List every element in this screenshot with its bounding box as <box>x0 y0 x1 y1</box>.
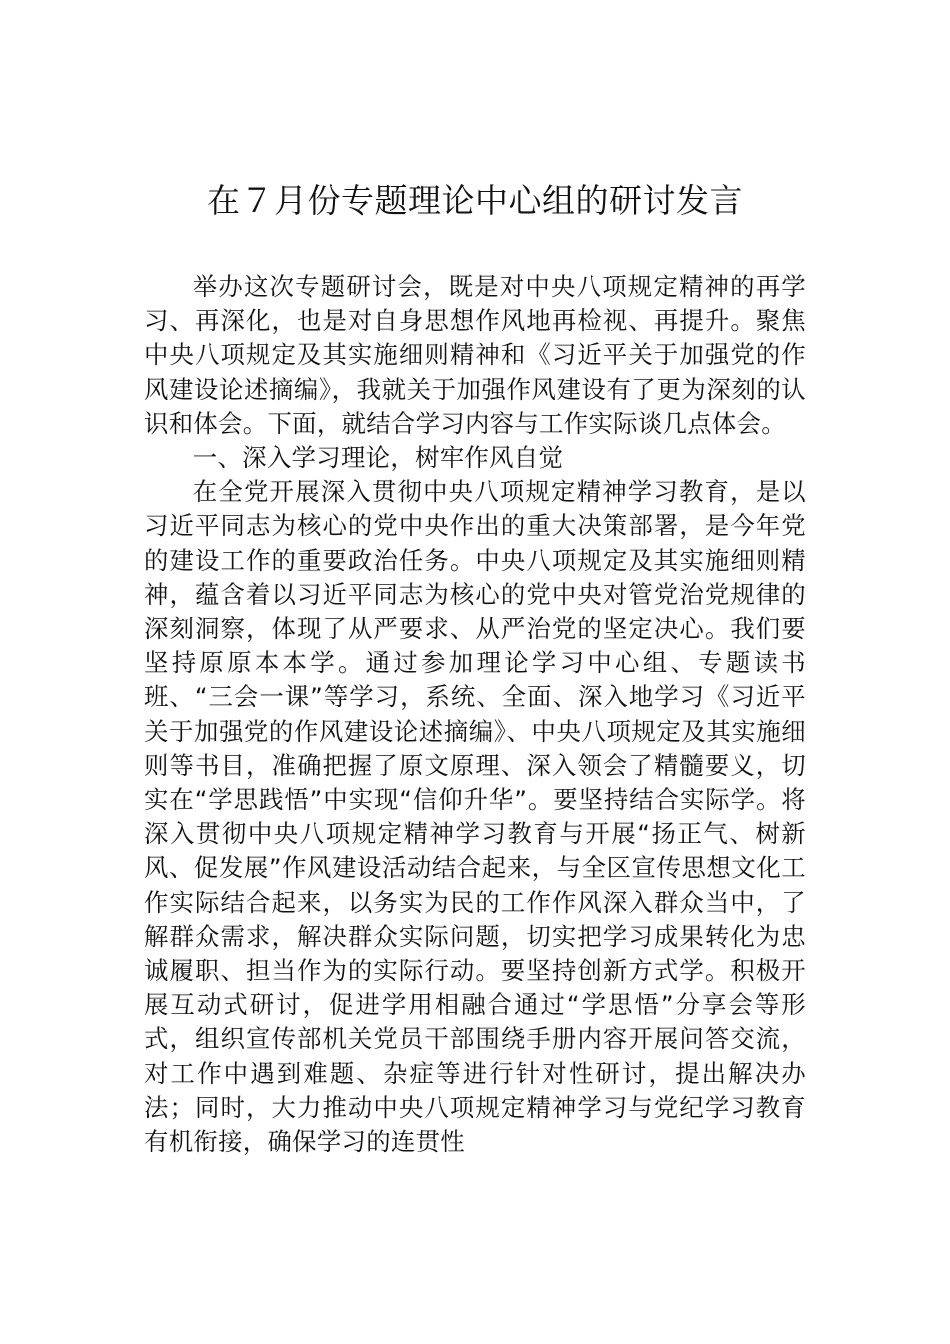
section-1-paragraph: 在全党开展深入贯彻中央八项规定精神学习教育，是以习近平同志为核心的党中央作出的重大决策部署，是今年党的建设工作的重要政治任务。中央八项规定及其实施细则精神，蕴含着以习近平同志为核心的党中央对管党治党规律的深刻洞察，体现了从严要求、从严治党的坚定决心。我们要坚持原原本本学。通过参加理论学习中心组、专题读书班、“三会一课”等学习，系统、全面、深入地学习《习近平关于加强党的作风建设论述摘编》、中央八项规定及其实施细则等书目，准确把握了原文原理、深入领会了精髓要义，切实在“学思践悟”中实现“信仰升华”。要坚持结合实际学。将深入贯彻中央八项规定精神学习教育与开展“扬正气、树新风、促发展”作风建设活动结合起来，与全区宣传思想文化工作实际结合起来，以务实为民的工作作风深入群众当中，了解群众需求，解决群众实际问题，切实把学习成果转化为忠诚履职、担当作为的实际行动。要坚持创新方式学。积极开展互动式研讨，促进学用相融合通过“学思悟”分享会等形式，组织宣传部机关党员干部围绕手册内容开展问答交流，对工作中遇到难题、杂症等进行针对性研讨，提出解决办法；同时，大力推动中央八项规定精神学习与党纪学习教育有机衔接，确保学习的连贯性 <box>144 477 806 1157</box>
section-heading-1: 一、深入学习理论，树牢作风自觉 <box>192 443 564 473</box>
intro-paragraph: 举办这次专题研讨会，既是对中央八项规定精神的再学习、再深化，也是对自身思想作风地再检视、再提升。聚焦中央八项规定及其实施细则精神和《习近平关于加强党的作风建设论述摘编》，我就关于加强作风建设有了更为深刻的认识和体会。下面，就结合学习内容与工作实际谈几点体会。 <box>144 272 806 438</box>
document-body <box>144 270 806 1159</box>
document-title: 在７月份专题理论中心组的研讨发言 <box>207 181 743 220</box>
